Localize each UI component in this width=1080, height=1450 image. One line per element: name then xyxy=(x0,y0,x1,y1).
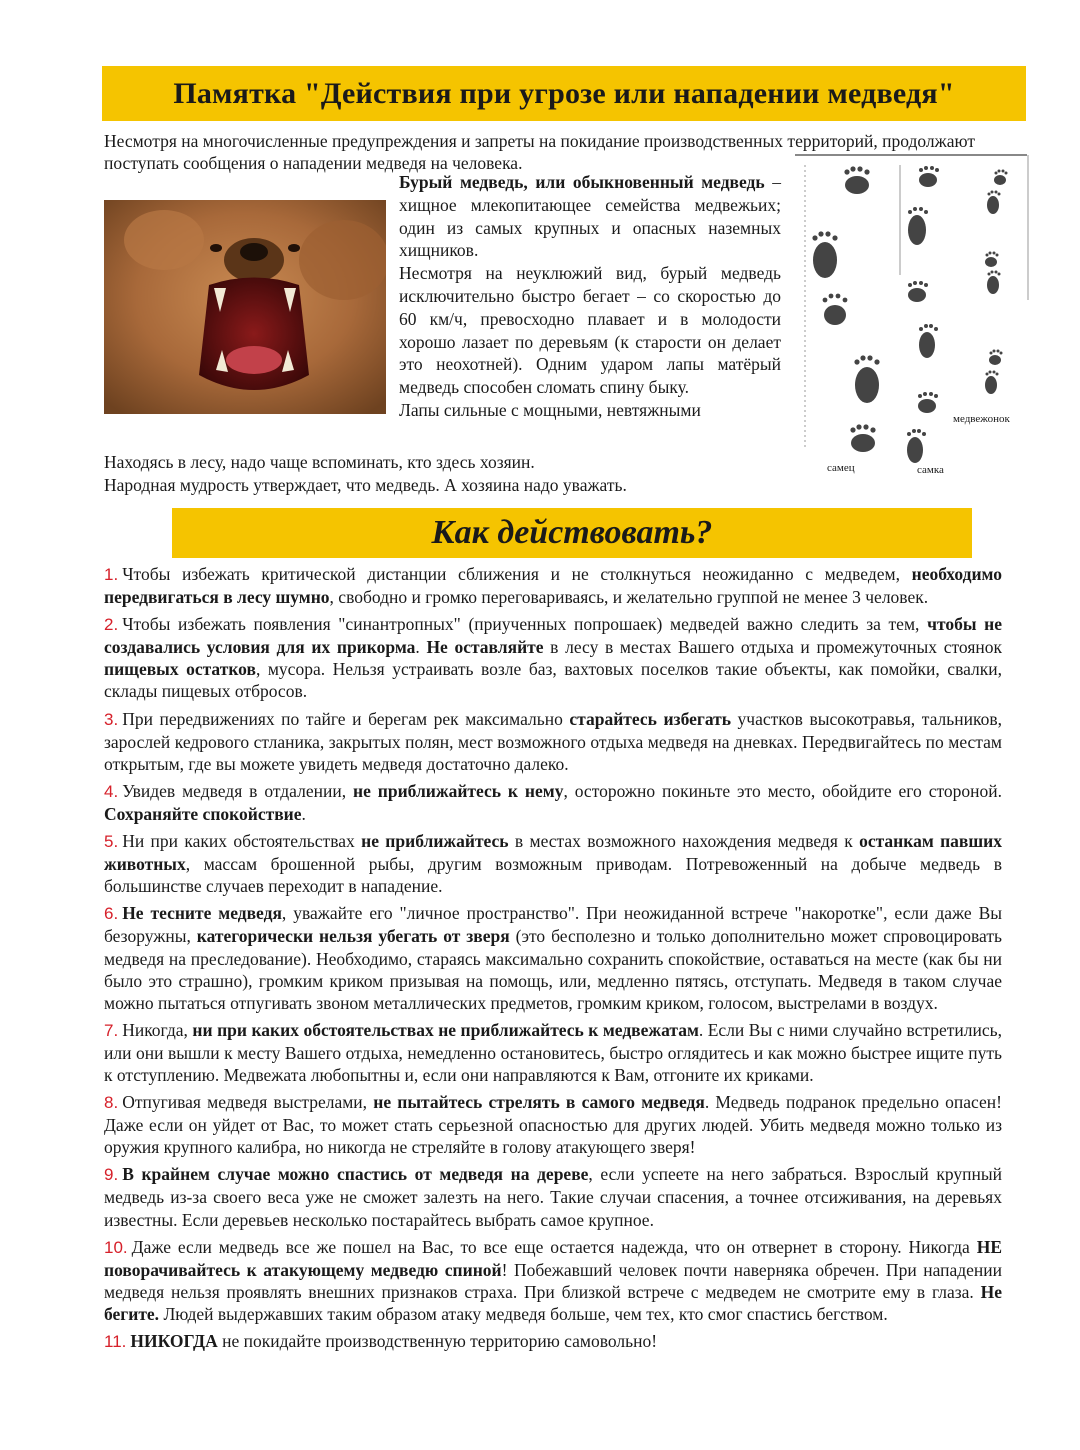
how-to-act-title: Как действовать? xyxy=(431,514,713,551)
rule-number: 8. xyxy=(104,1093,119,1113)
rule-text: Отпугивая медведя выстрелами, xyxy=(122,1092,374,1113)
rule-text: Чтобы избежать появления "синантропных" (приученных попрошаек) медведей важно следить за тем, xyxy=(122,614,928,635)
rule-item xyxy=(104,1163,1002,1230)
rule-emphasis: НИКОГДА xyxy=(130,1331,218,1351)
rule-text: Людей выдержавших таким образом атаку медведя больше, чем тех, кто смог спастись бегством. xyxy=(159,1303,888,1324)
rule-number: 7. xyxy=(104,1020,119,1040)
rule-emphasis: Сохраняйте спокойствие xyxy=(104,803,302,824)
rule-text: . Медведь подранок предельно опасен! Даже если он уйдет от Вас, то может стать серьезной опасностью для других людей. Убить медведя можно только из оружия крупного калибра, но никогда не стреляйте в голову атакующего зверя! xyxy=(104,1092,1002,1158)
rule-emphasis: Не оставляйте xyxy=(426,637,544,658)
rule-text: , если успеете на него забраться. Взрослый крупный медведь из-за своего веса уже не сможет залезть на него. Такие случаи спасения, а точнее отсиживания, на деревьях известны. Если деревьев несколько постарайтесь выбрать самое крупное. xyxy=(104,1164,1002,1230)
rule-number: 9. xyxy=(104,1165,119,1185)
rule-emphasis: Не тесните медведя xyxy=(122,903,282,924)
how-to-act-banner xyxy=(172,508,972,558)
bear-photo xyxy=(104,200,386,414)
rule-item xyxy=(104,902,1002,1013)
title-banner xyxy=(102,66,1026,121)
rule-text: . xyxy=(301,803,306,824)
forest-wisdom xyxy=(104,451,804,497)
rule-text: (это бесполезно и только дополнительно может спровоцировать медведя на преследование). Необходимо, стараясь максимально сохранить спокойствие, оставаться на месте (как бы ни было это страшно), громким криком призывая на помощь, или, медленно пятясь, отступать. Медведя в таком случае можно пытаться отпугивать звоном металлических предметов, громким криком, голосом, выстрелами в воздух. xyxy=(104,926,1003,1013)
rule-item xyxy=(104,708,1002,775)
rule-text: , массам брошенной рыбы, другим возможным приводам. Потревоженный на добыче медведь в большинстве случаев переходит в нападение. xyxy=(104,854,1002,897)
rule-number: 2. xyxy=(104,615,119,635)
rule-item xyxy=(104,1330,1002,1353)
rule-emphasis: В крайнем случае можно спастись от медведя на дереве xyxy=(122,1164,589,1185)
bear-name: Бурый медведь, или обыкновенный медведь xyxy=(399,172,765,192)
rule-number: 11. xyxy=(104,1332,127,1351)
rule-text: Увидев медведя в отдалении, xyxy=(122,780,353,801)
intro-text: Несмотря на многочисленные предупреждения и запреты на покидание производственных территорий, продолжают поступать сообщения о нападении медведя на человека. xyxy=(104,131,975,173)
rule-text: . Если Вы с ними случайно встретились, или они вышли к месту Вашего отдыха, немедленно остановитесь, быстро оглядитесь и как можно быстрее ищите путь к отступлению. Медвежата любопытны и, если они направляются к Вам, отгоните их криками. xyxy=(104,1019,1002,1085)
bear-description xyxy=(399,171,781,422)
track-label-male: самец xyxy=(827,462,855,474)
rule-text: , осторожно покиньте это место, обойдите его стороной. xyxy=(563,780,1002,801)
rule-text: Ни при каких обстоятельствах xyxy=(122,831,362,852)
bear-desc-p1: – хищное млекопитающее семейства медвежьих; один из самых крупных и опасных наземных хищников. xyxy=(399,172,781,261)
rule-item xyxy=(104,1236,1002,1325)
rule-item xyxy=(104,830,1002,897)
rule-text: участков высокотравья, тальников, зарослей кедрового стланика, закрытых полян, мест возможного отдыха медведя на дневках. Передвигайтесь по местам открытым, где вы можете увидеть медведя достаточно далеко. xyxy=(104,708,1002,774)
rules-list xyxy=(104,563,1002,1358)
rule-text: , свободно и громко переговариваясь, и желательно группой не менее 3 человек. xyxy=(329,587,929,608)
rule-number: 10. xyxy=(104,1237,128,1257)
rule-text: , уважайте его "личное пространство". При неожиданной встрече "накоротке", если даже Вы безоружны, xyxy=(104,903,1003,947)
rule-number: 1. xyxy=(104,565,119,584)
rule-text: . xyxy=(415,637,427,658)
rule-item xyxy=(104,563,1002,608)
rule-emphasis: категорически нельзя убегать от зверя xyxy=(196,926,510,947)
rule-number: 5. xyxy=(104,832,119,852)
bear-tracks-diagram xyxy=(795,150,1035,480)
rule-item xyxy=(104,1019,1002,1086)
rule-emphasis: НЕ поворачивайтесь к атакующему медведю спиной xyxy=(104,1236,1002,1280)
bear-desc-p3: Лапы сильные с мощными, невтяжными xyxy=(399,399,701,420)
rule-emphasis: чтобы не создавались условия для их прикорма xyxy=(104,614,1002,658)
rule-emphasis: необходимо передвигаться в лесу шумно xyxy=(104,564,1002,608)
rule-emphasis: ни при каких обстоятельствах не приближайтесь к медвежатам xyxy=(192,1019,699,1040)
track-label-female: самка xyxy=(917,464,944,476)
forest-line-1: Находясь в лесу, надо чаще вспоминать, кто здесь хозяин. xyxy=(104,452,535,472)
rule-item xyxy=(104,613,1002,702)
rule-text: Никогда, xyxy=(122,1019,193,1040)
rule-emphasis: не приближайтесь к нему xyxy=(353,780,564,801)
track-label-cub: медвежонок xyxy=(953,413,1010,425)
rule-number: 4. xyxy=(104,781,119,801)
rule-text: , мусора. Нельзя устраивать возле баз, вахтовых поселков такие объекты, как помойки, свалки, склады пищевых отбросов. xyxy=(104,659,1002,702)
rule-emphasis: останкам павших животных xyxy=(104,831,1002,875)
rule-emphasis: не приближайтесь xyxy=(361,831,509,852)
rule-item xyxy=(104,1091,1002,1158)
rule-text: в лесу в местах Вашего отдыха и промежуточных стоянок xyxy=(543,637,1002,658)
rule-text: ! Побежавший человек почти наверняка обречен. При нападении медведя нельзя проявлять внешних признаков страха. При близкой встрече с медведем не смотрите ему в глаза. xyxy=(104,1259,1002,1302)
forest-line-2: Народная мудрость утверждает, что медведь. А хозяина надо уважать. xyxy=(104,475,627,495)
rule-text: не покидайте производственную территорию самовольно! xyxy=(217,1331,658,1351)
rule-emphasis: пищевых остатков xyxy=(104,659,256,680)
rule-emphasis: старайтесь избегать xyxy=(569,708,731,729)
rule-text: При передвижениях по тайге и берегам рек максимально xyxy=(122,708,570,729)
rule-number: 3. xyxy=(104,709,119,729)
rule-emphasis: не пытайтесь стрелять в самого медведя xyxy=(373,1092,705,1113)
rule-text: Чтобы избежать критической дистанции сближения и не столкнуться неожиданно с медведем, xyxy=(122,564,912,584)
bear-desc-p2: Несмотря на неуклюжий вид, бурый медведь исключительно быстро бегает – со скоростью до 60 км/ч, превосходно плавает и в молодости хорошо лазает по деревьям (к старости он делает это неохотней). Одним ударом лапы матёрый медведь способен сломать спину быку. xyxy=(399,263,781,398)
rule-text: Даже если медведь все же пошел на Вас, то все еще остается надежда, что он отвернет в сторону. Никогда xyxy=(131,1236,977,1257)
rule-item xyxy=(104,780,1002,825)
rule-text: в местах возможного нахождения медведя к xyxy=(508,831,860,852)
page-title: Памятка "Действия при угрозе или нападении медведя" xyxy=(173,76,955,110)
rule-emphasis: Не бегите. xyxy=(104,1281,1002,1324)
rule-number: 6. xyxy=(104,904,119,924)
